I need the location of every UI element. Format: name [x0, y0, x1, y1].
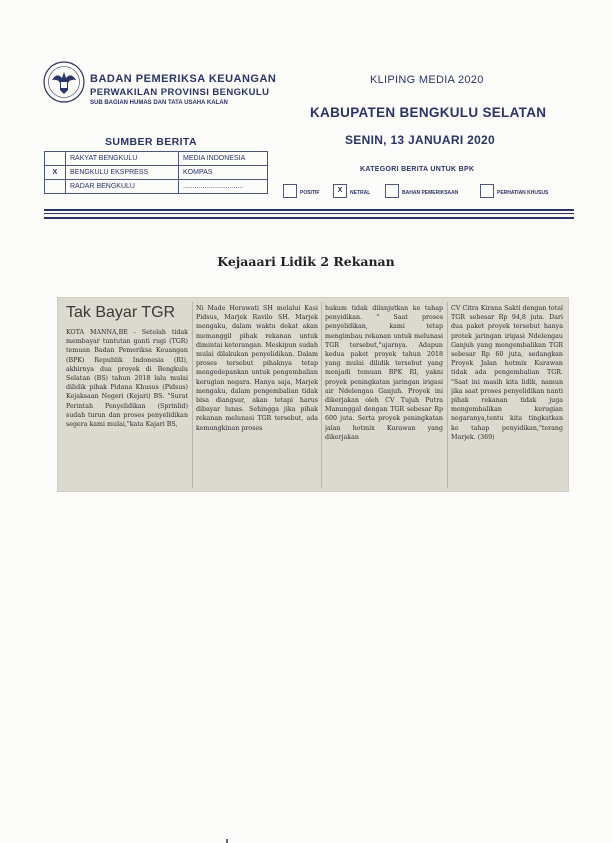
org-subtitle: PERWAKILAN PROVINSI BENGKULU	[90, 87, 270, 98]
source-right: ...............................	[179, 180, 268, 194]
category-positif-label: POSITIF	[300, 190, 320, 196]
region-title: KABUPATEN BENGKULU SELATAN	[310, 105, 547, 120]
article-column-1	[66, 328, 188, 488]
article-column-3	[325, 304, 443, 488]
article-text: CV Citra Kirana Sakti dengan total TGR sebesar Rp 94,8 juta. Dari dua paket proyek tersebut hanya protek jaringan irigasi Ndelengau Ganjuh yang mengembalikan TGR sebesar Rp 60 juta, sedangkan Proyek Jalan hotmix Kurawan tidak ada pengembalian TGR. "Saat ini masih kita lidik, namun jika saat proses penyelidikan nanti pihak rekanan tidak juga mengembalikan kerugian negaranya,tentu kita tingkatkan ke tahap penyidikan,"terang Marjek. (369)	[451, 305, 563, 441]
category-positif-checkbox[interactable]	[283, 184, 297, 198]
category-bahan-checkbox[interactable]	[385, 184, 399, 198]
article-headline: Kejaaari Lidik 2 Rekanan	[217, 254, 395, 269]
column-divider	[321, 302, 322, 488]
category-netral-label: NETRAL	[350, 190, 371, 196]
source-mark	[45, 180, 66, 194]
divider	[44, 213, 574, 214]
newspaper-clipping	[58, 298, 568, 491]
article-text: Ni Made Herawati SH melalui Kasi Pidsus, Marjek Ravilo SH. Marjek mengaku, dalam waktu dekat akan memanggil pihak rekanan untuk dimintai keterangan. Meskipun sudah mulai dilakukan penyelidikan. Dalam proses tersebut pihaknya tetap mengedepankan untuk pengembalian kerugian negara. Hanya saja, Marjek mengaku, dalam pengembalian tidak bisa diangsur, akan tetapi harus dibayar lunas. Sehingga jika pihak rekanan melunasi TGR tersebut, ada kemungkinan proses	[196, 305, 318, 432]
garuda-emblem-icon	[42, 60, 86, 104]
category-perhatian-checkbox[interactable]	[480, 184, 494, 198]
category-netral-checkbox[interactable]: X	[333, 184, 347, 198]
source-title: SUMBER BERITA	[105, 136, 197, 148]
divider	[44, 217, 574, 219]
source-left: RADAR BENGKULU	[66, 180, 179, 194]
article-kicker: Tak Bayar TGR	[66, 304, 176, 321]
binder-mark	[226, 839, 228, 843]
category-title: KATEGORI BERITA UNTUK BPK	[360, 166, 475, 173]
source-row	[45, 180, 268, 194]
org-name: BADAN PEMERIKSA KEUANGAN	[90, 73, 277, 85]
article-text: hukum tidak dilanjutkan ke tahap penyidikan. " Saat proses penyelidikan, kami tetap mengimbau rekanan untuk melunasi TGR tersebut,"ujarnya. Adapun kedua paket proyek tahun 2018 yang mulai dilidik tersebut yang menjadi temuan BPK RI, yakni proyek peningkatan jaringan irigasi air Ndelengau Ganjuh. Proyek ini dikerjakan oleh CV Tujuh Putra Manunggal dengan TGR sebesar Rp 600 juta. Serta proyek peningkatan jalan hotmix Kurawan yang dikerjakan	[325, 305, 443, 441]
article-column-4	[451, 304, 563, 488]
source-left: BENGKULU EKSPRESS	[66, 166, 179, 180]
org-unit: SUB BAGIAN HUMAS DAN TATA USAHA KALAN	[90, 100, 228, 106]
source-left: RAKYAT BENGKULU	[66, 152, 179, 166]
source-mark: X	[45, 166, 66, 180]
source-right: MEDIA INDONESIA	[179, 152, 268, 166]
category-perhatian-label: PERHATIAN KHUSUS	[497, 190, 549, 196]
category-bahan-label: BAHAN PEMERIKSAAN	[402, 190, 459, 196]
source-table	[44, 151, 268, 194]
date-title: SENIN, 13 JANUARI 2020	[345, 133, 495, 147]
kliping-title: KLIPING MEDIA 2020	[370, 74, 484, 86]
source-mark	[45, 152, 66, 166]
source-right: KOMPAS	[179, 166, 268, 180]
source-row	[45, 166, 268, 180]
divider	[44, 209, 574, 211]
article-text: KOTA MANNA,BE - Setelah tidak membayar tuntutan ganti rugi (TGR) temuan Badan Pemeriksa Keuangan (BPK) Republik Indonesia (RI), akhirnya dua proyek di Bengkulu Selatan (BS) tahun 2018 lalu mulai dilidik pihak Pidana Khusus (Pidsus) Kejaksaan Negeri (Kejari) BS. "Surat Perintah Penyelidikan (Sprinlid) sudah turun dan proses penyelidikan segera kami mulai,"kata Kajari BS,	[66, 329, 188, 429]
column-divider	[447, 302, 448, 488]
source-row	[45, 152, 268, 166]
article-column-2	[196, 304, 318, 488]
column-divider	[192, 302, 193, 488]
